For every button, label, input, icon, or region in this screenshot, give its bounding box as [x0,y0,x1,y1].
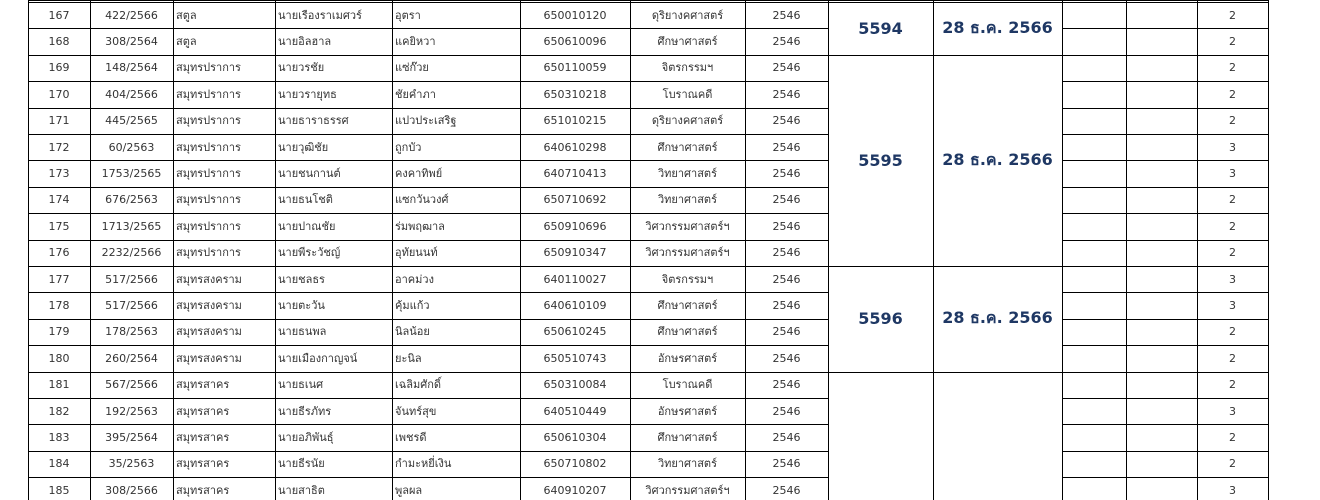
province-cell: สมุทรสาคร [176,404,230,418]
province-cell: สมุทรปราการ [176,246,241,260]
faculty-cell: วิทยาศาสตร์ [658,193,717,207]
row-divider [28,266,1269,267]
count-cell: 2 [1229,61,1236,75]
row-number-cell: 183 [48,431,70,445]
row-divider [1062,213,1269,214]
student-id-cell: 640710413 [543,167,607,181]
count-cell: 2 [1229,87,1236,101]
student-id-cell: 650610245 [543,325,607,339]
reference-cell: 148/2564 [105,61,158,75]
last-name-cell: แคยิหวา [395,35,436,49]
first-name-cell: นายตะวัน [278,299,325,313]
column-divider [933,0,934,500]
year-cell: 2546 [772,378,801,392]
row-divider [1062,477,1269,478]
last-name-cell: เฉลิมศักดิ์ [395,378,442,392]
count-cell: 3 [1229,404,1236,418]
year-cell: 2546 [772,246,801,260]
first-name-cell: นายธนโชติ [278,193,333,207]
row-divider [28,213,828,214]
column-divider [828,0,829,500]
row-divider [28,398,828,399]
count-cell: 2 [1229,351,1236,365]
student-id-cell: 640110027 [543,272,607,286]
row-number-cell: 175 [48,219,70,233]
reference-cell: 567/2566 [105,378,158,392]
row-divider [28,477,828,478]
last-name-cell: พูลผล [395,483,423,497]
row-number-cell: 184 [48,457,70,471]
column-divider [392,0,393,500]
row-number-cell: 171 [48,114,70,128]
faculty-cell: วิศวกรรมศาสตร์ฯ [645,483,730,497]
count-cell: 2 [1229,378,1236,392]
row-divider [1062,187,1269,188]
row-divider [1062,108,1269,109]
first-name-cell: นายวรายุทธ [278,87,337,101]
province-cell: สมุทรสงคราม [176,272,242,286]
row-divider [28,319,828,320]
year-cell: 2546 [772,167,801,181]
year-cell: 2546 [772,404,801,418]
last-name-cell: จันทร์สุข [395,404,437,418]
first-name-cell: นายธาราธรรศ [278,114,349,128]
column-divider [1126,0,1127,500]
faculty-cell: ดุริยางคศาสตร์ [651,114,724,128]
year-cell: 2546 [772,325,801,339]
column-divider [1268,0,1269,500]
row-number-cell: 182 [48,404,70,418]
province-cell: สมุทรปราการ [176,114,241,128]
reference-cell: 192/2563 [105,404,158,418]
row-number-cell: 167 [48,8,70,22]
province-cell: สมุทรสงคราม [176,351,242,365]
count-cell: 3 [1229,167,1236,181]
student-id-cell: 650910347 [543,246,607,260]
year-cell: 2546 [772,61,801,75]
faculty-cell: วิทยาศาสตร์ [658,457,717,471]
last-name-cell: อาคม่วง [395,272,434,286]
province-cell: สมุทรปราการ [176,87,241,101]
reference-cell: 260/2564 [105,351,158,365]
province-cell: สมุทรสงคราม [176,325,242,339]
reference-cell: 1753/2565 [101,167,162,181]
document-date: 28 ธ.ค. 2566 [942,17,1053,37]
year-cell: 2546 [772,8,801,22]
row-number-cell: 179 [48,325,70,339]
document-date: 28 ธ.ค. 2566 [942,308,1053,328]
column-divider [1197,0,1198,500]
row-divider [28,187,828,188]
year-cell: 2546 [772,351,801,365]
faculty-cell: ศึกษาศาสตร์ [657,299,718,313]
row-divider [28,292,828,293]
first-name-cell: นายเมืองกาญจน์ [278,351,358,365]
reference-cell: 1713/2565 [101,219,162,233]
row-divider [28,424,828,425]
count-cell: 3 [1229,140,1236,154]
first-name-cell: นายเรืองราเมศวร์ [278,8,362,22]
year-cell: 2546 [772,299,801,313]
row-number-cell: 178 [48,299,70,313]
faculty-cell: ศึกษาศาสตร์ [657,431,718,445]
row-divider [1062,81,1269,82]
row-number-cell: 181 [48,378,70,392]
reference-cell: 517/2566 [105,299,158,313]
student-id-cell: 650010120 [543,8,607,22]
student-id-cell: 650310218 [543,87,607,101]
last-name-cell: ยะนิล [395,351,422,365]
year-cell: 2546 [772,483,801,497]
province-cell: สมุทรปราการ [176,167,241,181]
column-divider [173,0,174,500]
reference-cell: 395/2564 [105,431,158,445]
faculty-cell: อักษรศาสตร์ [657,404,718,418]
province-cell: สมุทรปราการ [176,193,241,207]
row-divider [28,451,828,452]
year-cell: 2546 [772,35,801,49]
document-number: 5596 [858,309,903,329]
column-divider [1062,0,1063,500]
last-name-cell: ร่มพฤฒาล [395,219,445,233]
last-name-cell: คงคาทิพย์ [395,167,443,181]
faculty-cell: จิตรกรรมฯ [661,61,714,75]
row-divider [28,55,1269,56]
reference-cell: 404/2566 [105,87,158,101]
student-id-cell: 640910207 [543,483,607,497]
count-cell: 3 [1229,483,1236,497]
row-divider [28,372,1269,373]
row-divider [1062,451,1269,452]
row-divider [1062,134,1269,135]
last-name-cell: แซ่ก๊วย [395,61,429,75]
first-name-cell: นายสาธิต [278,483,325,497]
year-cell: 2546 [772,457,801,471]
last-name-cell: ชัยคำภา [395,87,436,101]
student-id-cell: 650710802 [543,457,607,471]
row-divider [1062,424,1269,425]
first-name-cell: นายธีรนัย [278,457,325,471]
first-name-cell: นายอภิพันธุ์ [278,431,334,445]
province-cell: สมุทรสาคร [176,457,230,471]
row-divider [28,81,828,82]
row-divider [1062,160,1269,161]
last-name-cell: กำมะหยี่เงิน [395,457,452,471]
faculty-cell: วิศวกรรมศาสตร์ฯ [645,246,730,260]
faculty-cell: ศึกษาศาสตร์ [657,140,718,154]
row-divider [1062,292,1269,293]
province-cell: สมุทรสาคร [176,483,230,497]
column-divider [630,0,631,500]
faculty-cell: ดุริยางคศาสตร์ [651,8,724,22]
last-name-cell: คุ้มแก้ว [395,299,430,313]
row-divider [1062,345,1269,346]
column-divider [28,0,29,500]
row-number-cell: 174 [48,193,70,207]
province-cell: สตูล [176,35,197,49]
reference-cell: 422/2566 [105,8,158,22]
reference-cell: 2232/2566 [101,246,162,260]
column-divider [275,0,276,500]
count-cell: 2 [1229,246,1236,260]
first-name-cell: นายธีรภัทร [278,404,332,418]
year-cell: 2546 [772,272,801,286]
province-cell: สมุทรสงคราม [176,299,242,313]
reference-cell: 517/2566 [105,272,158,286]
first-name-cell: นายธเนศ [278,378,324,392]
reference-cell: 676/2563 [105,193,158,207]
year-cell: 2546 [772,219,801,233]
document-date: 28 ธ.ค. 2566 [942,149,1053,169]
first-name-cell: นายวุฒิชัย [278,140,329,154]
row-number-cell: 170 [48,87,70,101]
student-id-cell: 640610109 [543,299,607,313]
row-divider [28,0,1269,1]
row-divider [28,345,828,346]
province-cell: สมุทรสาคร [176,431,230,445]
row-divider [1062,319,1269,320]
student-id-cell: 650610096 [543,35,607,49]
document-number [828,372,933,500]
first-name-cell: นายปาณชัย [278,219,336,233]
row-divider [28,28,828,29]
last-name-cell: ถูกบัว [395,140,422,154]
province-cell: สมุทรสาคร [176,378,230,392]
student-id-cell: 640610298 [543,140,607,154]
reference-cell: 445/2565 [105,114,158,128]
column-divider [90,0,91,500]
row-number-cell: 176 [48,246,70,260]
row-divider [1062,28,1269,29]
student-id-cell: 640510449 [543,404,607,418]
province-cell: สมุทรปราการ [176,219,241,233]
row-number-cell: 180 [48,351,70,365]
student-id-cell: 650510743 [543,351,607,365]
student-id-cell: 650610304 [543,431,607,445]
student-id-cell: 650910696 [543,219,607,233]
count-cell: 2 [1229,114,1236,128]
province-cell: สมุทรปราการ [176,140,241,154]
count-cell: 2 [1229,431,1236,445]
row-number-cell: 177 [48,272,70,286]
column-divider [520,0,521,500]
student-id-cell: 650310084 [543,378,607,392]
reference-cell: 35/2563 [108,457,155,471]
last-name-cell: แซกวันวงศ์ [395,193,449,207]
faculty-cell: อักษรศาสตร์ [657,351,718,365]
row-number-cell: 173 [48,167,70,181]
faculty-cell: จิตรกรรมฯ [661,272,714,286]
count-cell: 3 [1229,299,1236,313]
year-cell: 2546 [772,87,801,101]
document-number: 5594 [858,18,903,38]
last-name-cell: แปวประเสริฐ [395,114,457,128]
first-name-cell: นายชนกานต์ [278,167,341,181]
reference-cell: 178/2563 [105,325,158,339]
province-cell: สมุทรปราการ [176,61,241,75]
last-name-cell: อุตรา [395,8,421,22]
faculty-cell: โบราณคดี [662,87,713,101]
student-id-cell: 650710692 [543,193,607,207]
row-number-cell: 168 [48,35,70,49]
row-divider [28,2,1269,3]
year-cell: 2546 [772,114,801,128]
row-divider [28,240,828,241]
faculty-cell: วิทยาศาสตร์ [658,167,717,181]
reference-cell: 308/2564 [105,35,158,49]
row-divider [1062,398,1269,399]
faculty-cell: ศึกษาศาสตร์ [657,325,718,339]
first-name-cell: นายอิลฮาล [278,35,332,49]
row-divider [1062,240,1269,241]
faculty-cell: วิศวกรรมศาสตร์ฯ [645,219,730,233]
reference-cell: 308/2566 [105,483,158,497]
row-divider [28,108,828,109]
province-cell: สตูล [176,8,197,22]
first-name-cell: นายวรชัย [278,61,325,75]
row-divider [28,160,828,161]
row-number-cell: 169 [48,61,70,75]
row-number-cell: 172 [48,140,70,154]
last-name-cell: อุทัยนนท์ [395,246,438,260]
year-cell: 2546 [772,193,801,207]
first-name-cell: นายชลธร [278,272,325,286]
faculty-cell: โบราณคดี [662,378,713,392]
student-id-cell: 651010215 [543,114,607,128]
row-divider [28,134,828,135]
count-cell: 2 [1229,457,1236,471]
column-divider [745,0,746,500]
count-cell: 2 [1229,8,1236,22]
count-cell: 2 [1229,219,1236,233]
first-name-cell: นายพีระวัชญ์ [278,246,341,260]
last-name-cell: นิลน้อย [395,325,430,339]
document-date [933,372,1062,500]
count-cell: 2 [1229,325,1236,339]
reference-cell: 60/2563 [108,140,155,154]
count-cell: 2 [1229,35,1236,49]
row-number-cell: 185 [48,483,70,497]
count-cell: 3 [1229,272,1236,286]
count-cell: 2 [1229,193,1236,207]
student-id-cell: 650110059 [543,61,607,75]
last-name-cell: เพชรดี [395,431,427,445]
faculty-cell: ศึกษาศาสตร์ [657,35,718,49]
document-number: 5595 [858,150,903,170]
first-name-cell: นายธนพล [278,325,327,339]
year-cell: 2546 [772,431,801,445]
year-cell: 2546 [772,140,801,154]
